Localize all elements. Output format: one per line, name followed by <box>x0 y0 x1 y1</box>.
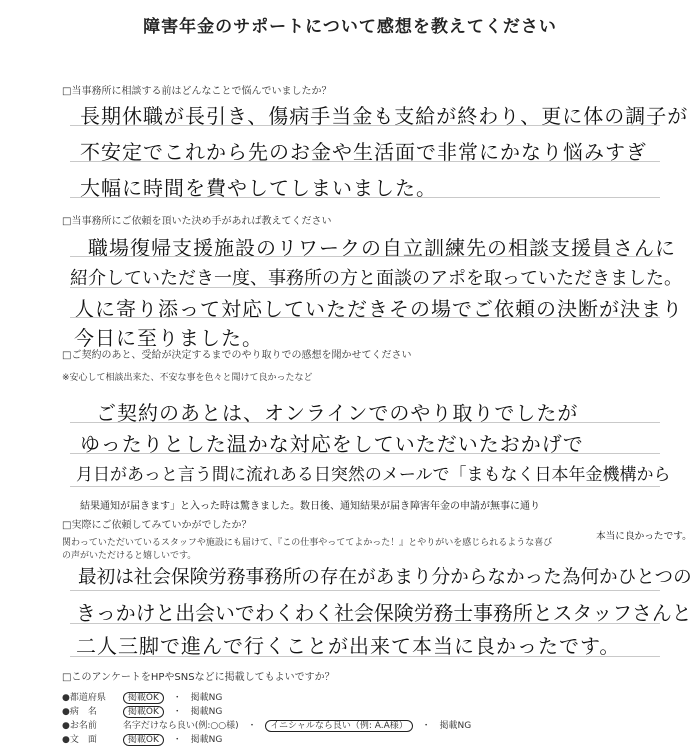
publish-row-label: ●お名前 <box>62 721 97 731</box>
option-surname-only[interactable]: 名字だけなら良い(例:○○様) <box>122 721 239 731</box>
rule-line <box>70 453 660 454</box>
question-4: □実際にご依頼してみていかがでしたか？ <box>62 520 252 531</box>
rule-line <box>70 623 660 624</box>
rule-line <box>70 287 660 288</box>
option-ok-circled[interactable]: 掲載OK <box>123 706 164 718</box>
publish-row-label: ●都道府県 <box>62 693 106 703</box>
answer-4-line-2: きっかけと出会いでわくわく社会保険労務士事務所とスタッフさんと <box>76 602 692 625</box>
rule-line <box>70 197 660 198</box>
answer-1-line-1: 長期休職が長引き、傷病手当金も支給が終わり、更に体の調子が <box>80 104 689 128</box>
rule-line <box>70 256 660 257</box>
publish-row-label: ●文 面 <box>62 735 97 745</box>
answer-2-line-2: 紹介していただき一度、事務所の方と面談のアポを取っていただきました。 <box>70 268 682 289</box>
answer-2-line-4: 今日に至りました。 <box>74 326 263 350</box>
answer-3-line-1: ご契約のあとは、オンラインでのやり取りでしたが <box>96 401 579 425</box>
question-3-note: ※安心して相談出来た、不安な事を色々と聞けて良かったなど <box>62 373 313 383</box>
publish-row-name <box>62 718 477 731</box>
rule-line <box>70 590 660 591</box>
question-4-note-2: の声がいただけると嬉しいです。 <box>62 551 197 561</box>
option-ng[interactable]: 掲載NG <box>439 721 472 731</box>
answer-4-line-1: 最初は社会保険労務事務所の存在があまり分からなかった為何かひとつの <box>78 567 692 588</box>
option-initials-circled[interactable]: イニシャルなら良い（例: A.A様） <box>265 720 412 732</box>
answer-1-line-3: 大幅に時間を費やしてしまいました。 <box>80 176 437 200</box>
question-3: □ご契約のあと、受給が決定するまでのやり取りでの感想を聞かせてください <box>62 350 412 361</box>
publish-row-prefecture <box>62 690 228 703</box>
answer-3-line-5: 本当に良かったです。 <box>596 531 692 542</box>
option-separator: ・ <box>172 735 182 745</box>
answer-3-line-2: ゆったりとした温かな対応をしていただいたおかげで <box>80 432 584 456</box>
publish-row-disease <box>62 704 228 717</box>
option-ng[interactable]: 掲載NG <box>190 707 223 717</box>
answer-2-line-3: 人に寄り添って対応していただきその場でご依頼の決断が決まり <box>74 297 683 321</box>
answer-1-line-2: 不安定でこれから先のお金や生活面で非常にかなり悩みすぎ <box>80 140 647 164</box>
question-2: □当事務所にご依頼を頂いた決め手があれば教えてください <box>62 216 332 227</box>
option-ok-circled[interactable]: 掲載OK <box>123 692 164 704</box>
question-4-note-1: 関わっていただいているスタッフや施設にも届けて、『この仕事やっててよかった！』とやりがいを感じられるような喜び <box>62 538 553 548</box>
question-1: □当事務所に相談する前はどんなことで悩んでいましたか？ <box>62 86 332 97</box>
answer-3-line-4: 結果通知が届きます」と入った時は驚きました。数日後、通知結果が届き障害年金の申請が無事に通り <box>80 501 540 512</box>
rule-line <box>70 422 660 423</box>
page-title: 障害年金のサポートについて感想を教えてください <box>143 17 557 37</box>
rule-line <box>70 317 660 318</box>
rule-line <box>70 161 660 162</box>
rule-line <box>70 125 660 126</box>
option-separator: ・ <box>172 693 182 703</box>
option-ng[interactable]: 掲載NG <box>190 735 223 745</box>
answer-3-line-3: 月日があっと言う間に流れある日突然のメールで「まもなく日本年金機構から <box>76 465 671 485</box>
publish-row-text <box>62 732 228 745</box>
rule-line <box>70 656 660 657</box>
publish-row-label: ●病 名 <box>62 707 97 717</box>
option-separator: ・ <box>172 707 182 717</box>
option-ng[interactable]: 掲載NG <box>190 693 223 703</box>
option-separator: ・ <box>421 721 431 731</box>
answer-4-line-3: 二人三脚で進んで行くことが出来て本当に良かったです。 <box>76 634 621 658</box>
option-ok-circled[interactable]: 掲載OK <box>123 734 164 746</box>
answer-2-line-1: 職場復帰支援施設のリワークの自立訓練先の相談支援員さんに <box>88 236 676 260</box>
option-separator: ・ <box>247 721 257 731</box>
question-5: □このアンケートをHPやSNSなどに掲載してもよいですか？ <box>62 672 335 683</box>
rule-line <box>70 486 660 487</box>
